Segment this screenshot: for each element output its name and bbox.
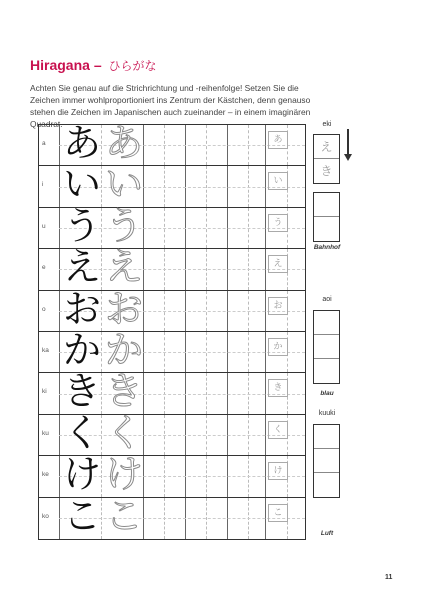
trace-kana: あ — [105, 121, 144, 165]
trace-kana: け — [105, 452, 144, 497]
row-romaji-label: ko — [42, 512, 49, 520]
row-romaji-label: ka — [42, 347, 49, 354]
trace-kana: か — [105, 328, 144, 372]
vocab-box — [313, 424, 340, 498]
model-kana: あ — [63, 121, 102, 165]
vocab-cell — [314, 359, 339, 383]
model-kana: え — [63, 245, 102, 290]
page-number: 11 — [385, 574, 393, 581]
small-trace-kana: え — [268, 255, 288, 273]
vocab-box — [313, 134, 340, 184]
vocab-translation: Bahnhof — [313, 244, 341, 251]
vocab-word: kuuki — [318, 410, 336, 417]
row-romaji-label: e — [42, 264, 46, 272]
practice-row — [39, 369, 305, 414]
small-trace-kana: け — [268, 462, 288, 480]
vocab-cell — [314, 217, 339, 241]
trace-kana: い — [105, 162, 144, 207]
trace-kana: お — [105, 286, 144, 331]
title-dash: – — [93, 57, 102, 73]
vocab-translation: Luft — [320, 530, 334, 537]
vocab-cell — [314, 449, 339, 473]
small-trace-kana: き — [268, 379, 288, 397]
trace-kana: え — [105, 245, 144, 290]
vocab-cell — [314, 193, 339, 217]
vocab-cell — [314, 311, 339, 335]
practice-row — [39, 286, 305, 332]
vocab-box — [313, 310, 340, 384]
title-kana: ひらがな — [108, 59, 157, 73]
model-kana: お — [63, 286, 102, 331]
row-romaji-label: ku — [42, 429, 49, 437]
page-title — [30, 57, 157, 74]
practice-row — [39, 328, 305, 373]
vocab-cell: き — [320, 164, 333, 178]
small-trace-kana: い — [268, 172, 288, 190]
practice-row — [39, 162, 305, 207]
small-trace-kana: う — [268, 214, 288, 232]
model-kana: き — [63, 369, 102, 414]
practice-row — [39, 410, 305, 456]
vocab-cell — [314, 335, 339, 359]
model-kana: か — [63, 328, 102, 372]
model-kana: く — [63, 410, 102, 455]
title-main: Hiragana — [30, 57, 90, 73]
row-romaji-label: i — [42, 181, 44, 189]
practice-row — [39, 203, 305, 249]
trace-kana: う — [105, 203, 144, 248]
row-romaji-label: ki — [42, 388, 47, 396]
row-romaji-label: ke — [42, 471, 49, 479]
trace-kana: く — [105, 410, 144, 455]
vocab-box-extra — [313, 192, 340, 242]
row-romaji-label: a — [42, 140, 46, 147]
vocab-cell — [314, 425, 339, 449]
practice-grid — [38, 121, 306, 540]
intro-text: Achten Sie genau auf die Strichrichtung und -reihenfolge! Setzen Sie die Zeichen immer wohlproportioniert ins Zentrum der Kästchen, denn genauso stehen die Zeichen im Japanischen auch zueinander – in einem imaginären Quadrat. — [30, 83, 311, 129]
practice-row — [39, 493, 305, 539]
trace-kana: き — [105, 369, 144, 414]
model-kana: こ — [63, 493, 102, 538]
model-kana: い — [63, 162, 102, 207]
writing-direction-arrow-icon — [347, 129, 349, 155]
row-romaji-label: o — [42, 305, 46, 313]
small-trace-kana: こ — [268, 504, 288, 522]
vocab-cell — [314, 473, 339, 497]
small-trace-kana: お — [268, 297, 288, 315]
vocab-word: aoi — [322, 296, 332, 303]
trace-kana: こ — [105, 493, 144, 538]
vocab-word: eki — [322, 121, 332, 128]
vocab-cell: え — [314, 135, 339, 159]
practice-row — [39, 245, 305, 290]
small-trace-kana: あ — [268, 131, 288, 149]
row-romaji-label: u — [42, 222, 46, 230]
practice-row — [39, 452, 305, 497]
model-kana: け — [63, 452, 102, 497]
small-trace-kana: く — [268, 421, 288, 439]
practice-row — [39, 121, 305, 166]
vocab-translation: blau — [320, 390, 334, 397]
model-kana: う — [63, 203, 102, 248]
small-trace-kana: か — [268, 338, 288, 356]
